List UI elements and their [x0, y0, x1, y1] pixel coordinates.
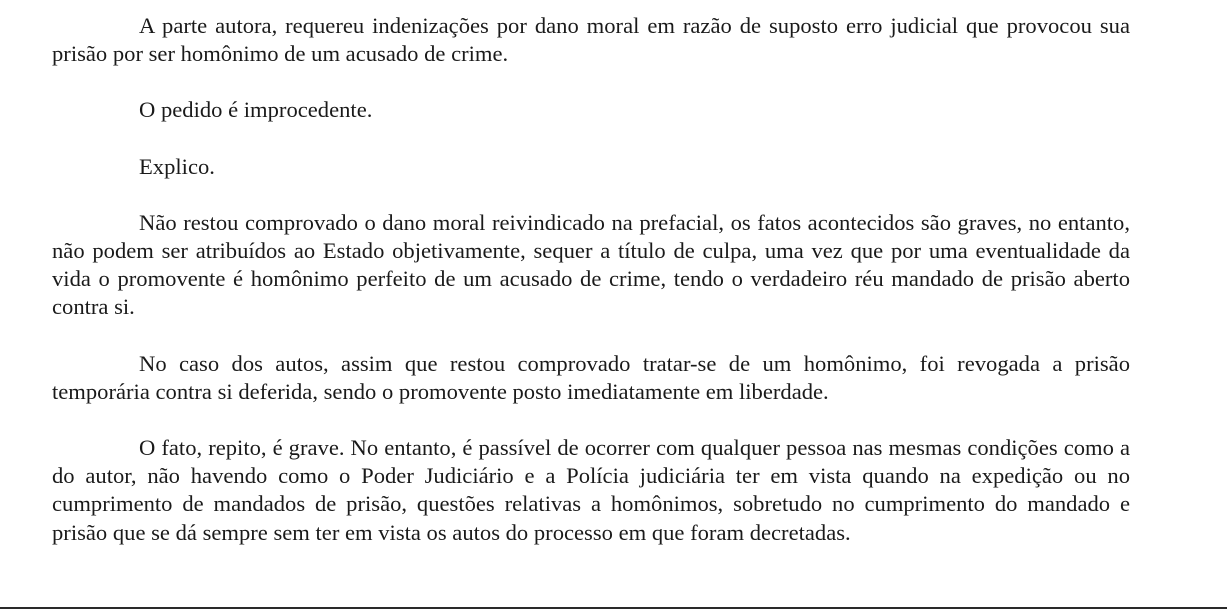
document-body [52, 12, 1130, 575]
paragraph-case-facts: No caso dos autos, assim que restou comprovado tratar-se de um homônimo, foi revogada a prisão temporária contra si deferida, sendo o promovente posto imediatamente em liberdade. [52, 350, 1130, 404]
paragraph-intro: A parte autora, requereu indenizações por dano moral em razão de suposto erro judicial que provocou sua prisão por ser homônimo de um acusado de crime. [52, 13, 1130, 67]
paragraph-ruling: O pedido é improcedente. [139, 97, 373, 123]
paragraph-grave-fact: O fato, repito, é grave. No entanto, é passível de ocorrer com qualquer pessoa nas mesmas condições como a do autor, não havendo como o Poder Judiciário e a Polícia judiciária ter em vista quando na expedição ou no cumprimento de mandados de prisão, questões relativas a homônimos, sobretudo no cumprimento do mandado e prisão que se dá sempre sem ter em vista os autos do processo em que foram decretadas. [52, 435, 1130, 545]
paragraph-explanation-lead: Explico. [139, 153, 215, 179]
bottom-divider [0, 607, 1227, 609]
paragraph-no-moral-damage: Não restou comprovado o dano moral reivindicado na prefacial, os fatos acontecidos são graves, no entanto, não podem ser atribuídos ao Estado objetivamente, sequer a título de culpa, uma vez que por uma eventualidade da vida o promovente é homônimo perfeito de um acusado de crime, tendo o verdadeiro réu mandado de prisão aberto contra si. [52, 209, 1130, 320]
